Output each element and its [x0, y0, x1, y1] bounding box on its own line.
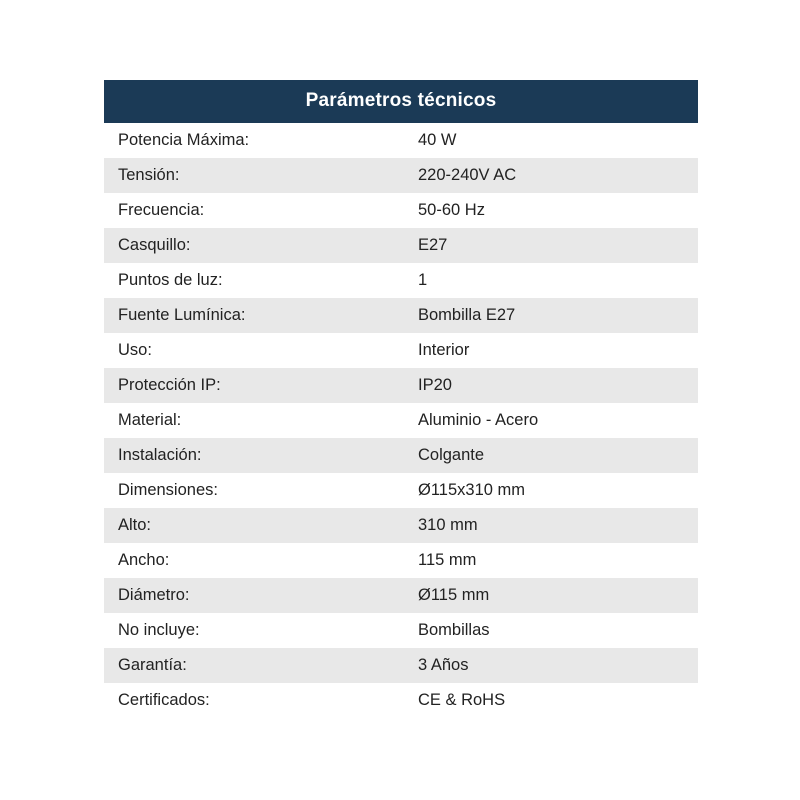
table-row — [104, 473, 698, 508]
spec-label: Alto: — [104, 508, 414, 543]
spec-value: Ø115 mm — [414, 578, 698, 613]
spec-value: 50-60 Hz — [414, 193, 698, 228]
spec-label: Protección IP: — [104, 368, 414, 403]
spec-value: Ø115x310 mm — [414, 473, 698, 508]
table-row — [104, 228, 698, 263]
spec-label: Instalación: — [104, 438, 414, 473]
spec-label: Frecuencia: — [104, 193, 414, 228]
spec-value: E27 — [414, 228, 698, 263]
table-row — [104, 263, 698, 298]
technical-parameters-table — [104, 80, 698, 717]
spec-label: No incluye: — [104, 613, 414, 648]
spec-value: IP20 — [414, 368, 698, 403]
spec-value: 3 Años — [414, 648, 698, 683]
spec-label: Dimensiones: — [104, 473, 414, 508]
spec-value: 40 W — [414, 123, 698, 158]
spec-value: CE & RoHS — [414, 683, 698, 718]
table-row — [104, 158, 698, 193]
spec-value: Colgante — [414, 438, 698, 473]
spec-label: Garantía: — [104, 648, 414, 683]
table-row — [104, 648, 698, 683]
table-row — [104, 368, 698, 403]
table-row — [104, 508, 698, 543]
spec-value: Bombillas — [414, 613, 698, 648]
table-row — [104, 578, 698, 613]
table-row — [104, 298, 698, 333]
table-row — [104, 123, 698, 158]
spec-label: Potencia Máxima: — [104, 123, 414, 158]
spec-label: Fuente Lumínica: — [104, 298, 414, 333]
table-row — [104, 193, 698, 228]
spec-label: Ancho: — [104, 543, 414, 578]
spec-label: Uso: — [104, 333, 414, 368]
spec-label: Diámetro: — [104, 578, 414, 613]
spec-label: Puntos de luz: — [104, 263, 414, 298]
table-row — [104, 543, 698, 578]
table-row — [104, 613, 698, 648]
table-row — [104, 683, 698, 718]
table-body — [104, 123, 698, 717]
spec-label: Tensión: — [104, 158, 414, 193]
table-row — [104, 403, 698, 438]
spec-value: Interior — [414, 333, 698, 368]
spec-label: Material: — [104, 403, 414, 438]
spec-label: Casquillo: — [104, 228, 414, 263]
table-row — [104, 333, 698, 368]
spec-value: 115 mm — [414, 543, 698, 578]
spec-value: Aluminio - Acero — [414, 403, 698, 438]
spec-value: 1 — [414, 263, 698, 298]
spec-value: Bombilla E27 — [414, 298, 698, 333]
spec-label: Certificados: — [104, 683, 414, 718]
table-title: Parámetros técnicos — [104, 80, 698, 123]
spec-value: 310 mm — [414, 508, 698, 543]
spec-value: 220-240V AC — [414, 158, 698, 193]
table-row — [104, 438, 698, 473]
